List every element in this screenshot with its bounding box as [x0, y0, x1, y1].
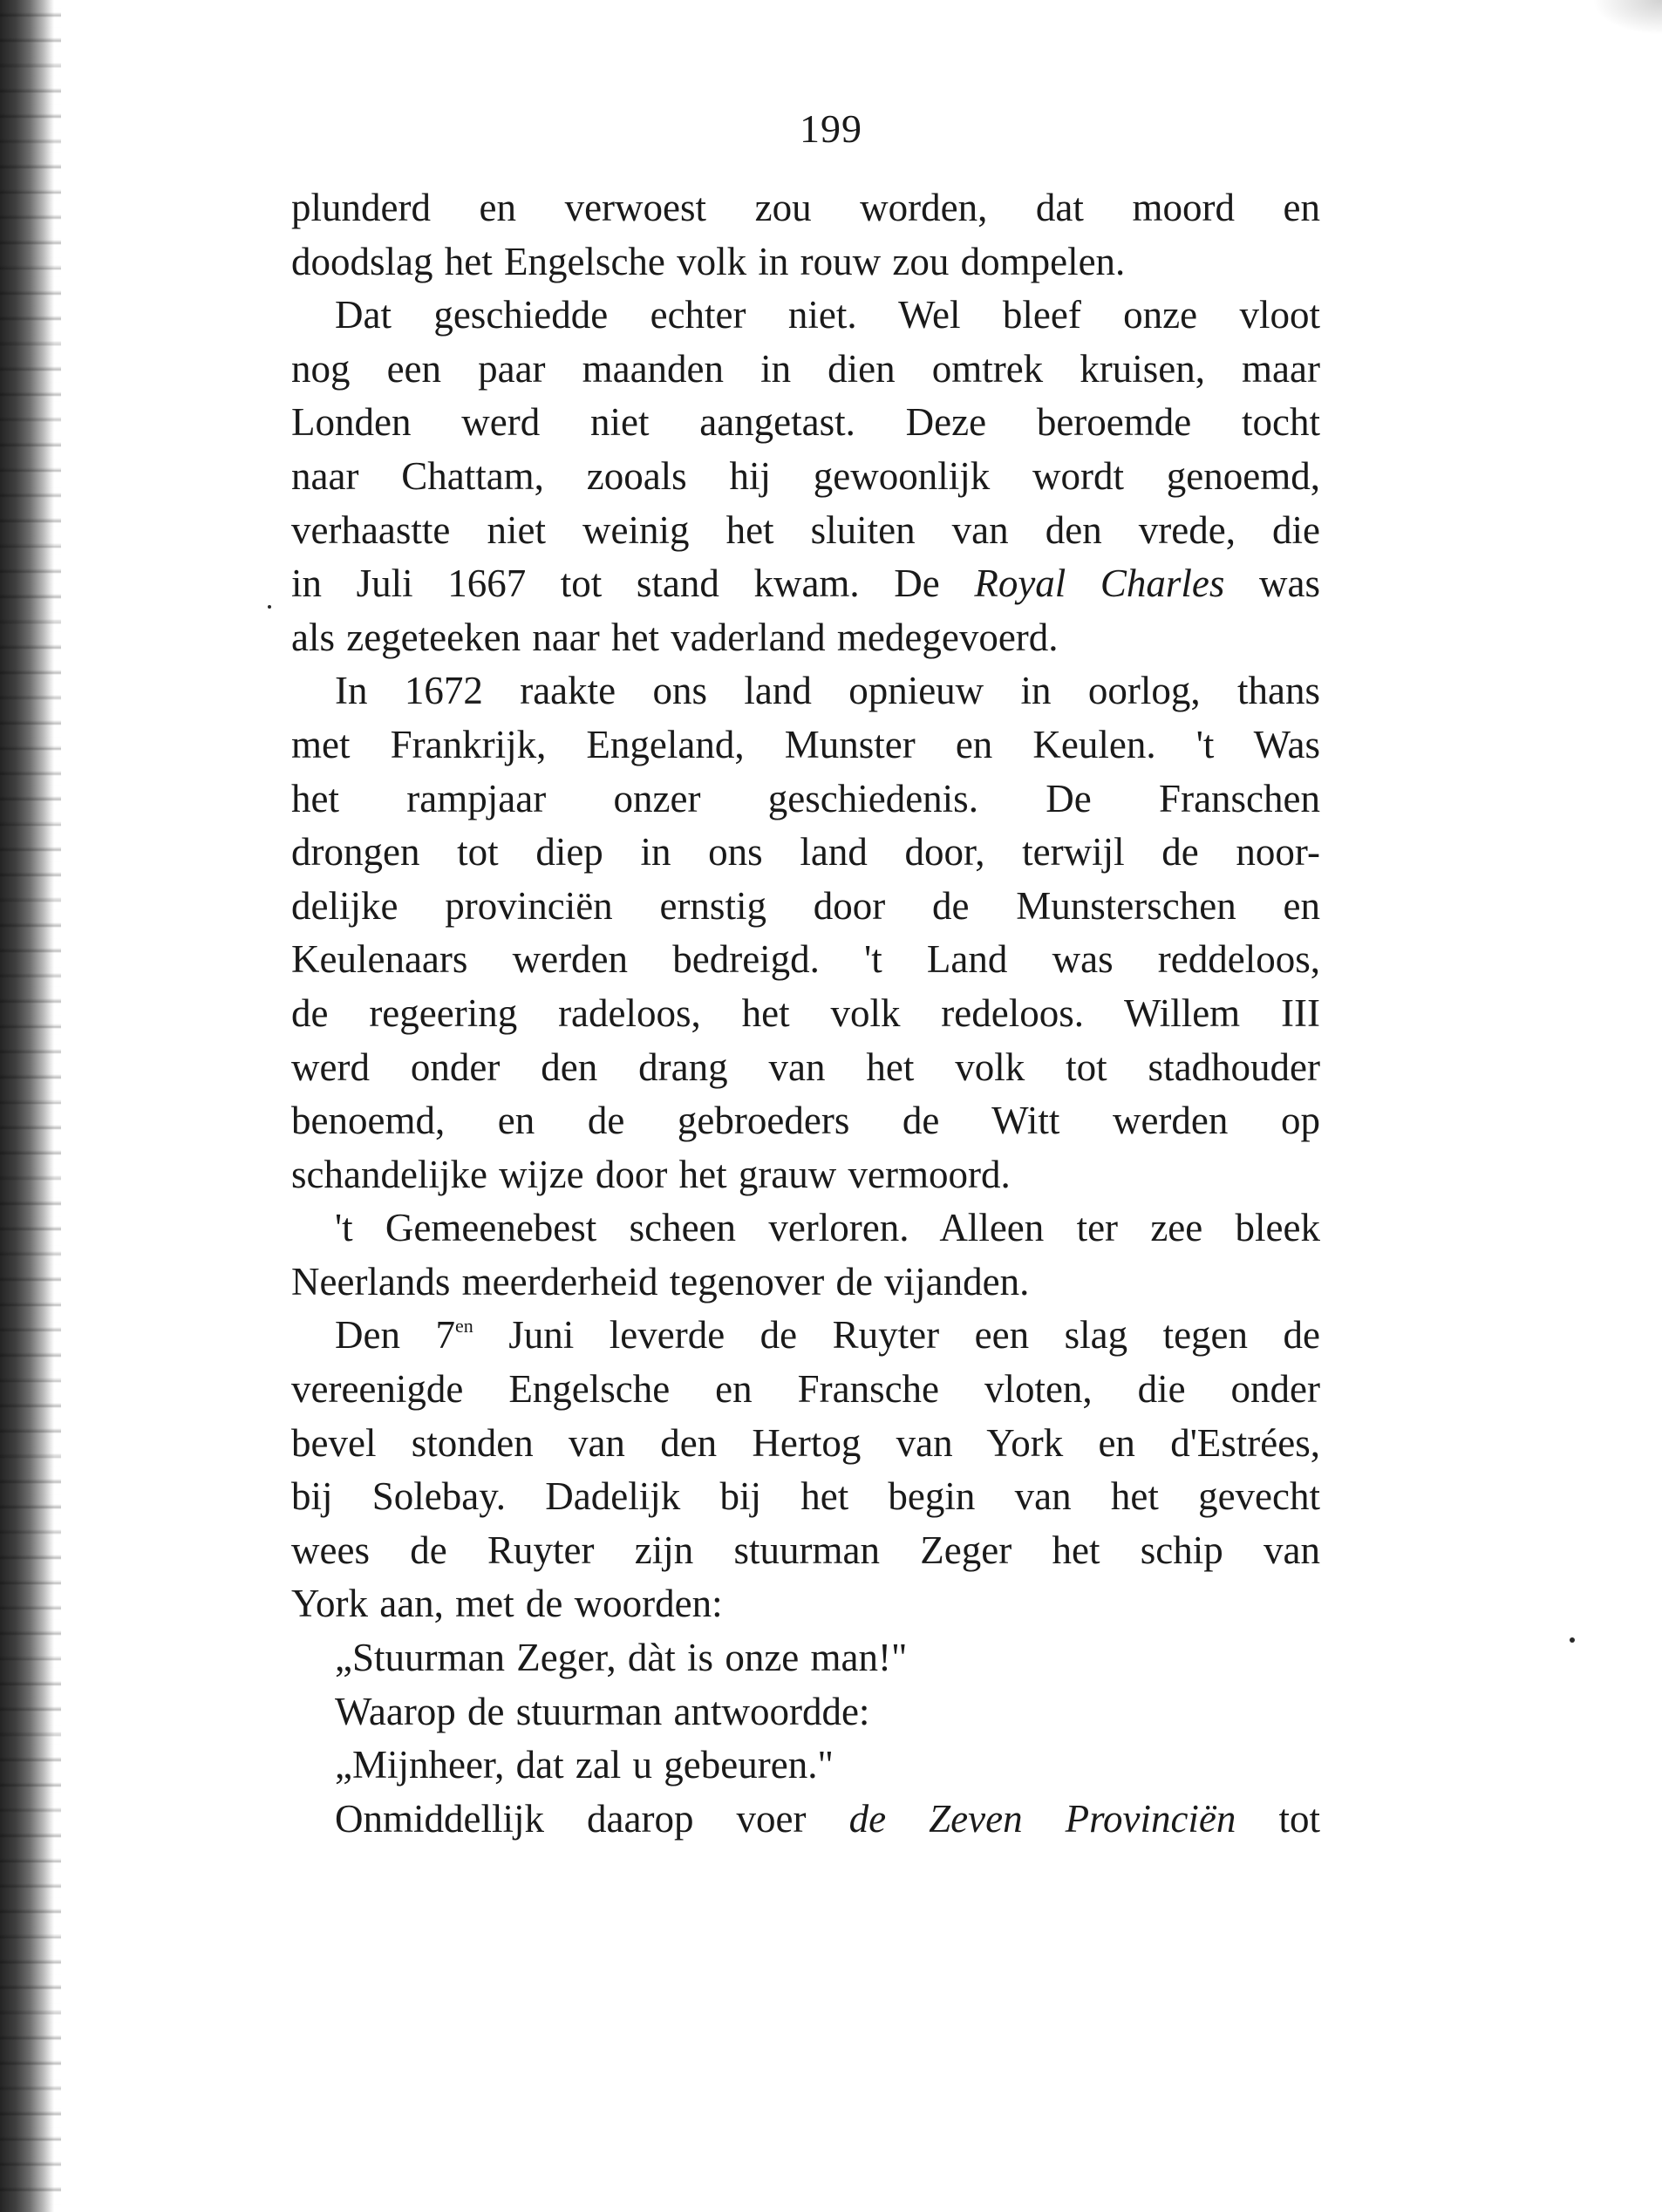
text-line: Neerlands meerderheid tegenover de vijanden. [291, 1259, 1030, 1303]
text-segment: Onmiddellijk daarop voer [335, 1796, 849, 1841]
stray-ink-dot [268, 605, 271, 609]
text-line: verhaastte niet weinig het sluiten van den vrede, die [291, 507, 1320, 552]
body-text [291, 181, 1320, 1846]
corner-scan-noise [1592, 0, 1662, 35]
text-line: benoemd, en de gebroeders de Witt werden op [291, 1099, 1320, 1143]
text-line: 't Gemeenebest scheen verloren. Alleen ter zee bleek [335, 1206, 1320, 1250]
text-line: York aan, met de woorden: [291, 1582, 723, 1626]
text-segment: in Juli 1667 tot stand kwam. De [291, 562, 975, 606]
italic-title: de Zeven Provinciën [848, 1796, 1236, 1841]
text-line: „Stuurman Zeger, dàt is onze man!" [335, 1636, 908, 1680]
text-line: schandelijke wijze door het grauw vermoord. [291, 1152, 1011, 1196]
text-line: naar Chattam, zooals hij gewoonlijk wordt genoemd, [291, 453, 1320, 498]
stray-ink-dot [1570, 1637, 1575, 1643]
text-segment: was [1224, 562, 1320, 606]
text-line: Dat geschiedde echter niet. Wel bleef onze vloot [335, 293, 1320, 337]
text-line: „Mijnheer, dat zal u gebeuren." [335, 1743, 834, 1787]
text-line: Keulenaars werden bedreigd. 't Land was reddeloos, [291, 937, 1320, 982]
text-line: wees de Ruyter zijn stuurman Zeger het schip van [291, 1528, 1320, 1572]
italic-title: Royal Charles [974, 562, 1225, 606]
text-line: doodslag het Engelsche volk in rouw zou dompelen. [291, 239, 1126, 283]
text-line: bevel stonden van den Hertog van York en d'Estrées, [291, 1420, 1320, 1465]
text-line: bij Solebay. Dadelijk bij het begin van het gevecht [291, 1474, 1320, 1519]
text-line: delijke provinciën ernstig door de Munsterschen en [291, 883, 1320, 928]
text-line [291, 557, 1320, 611]
text-line [291, 1793, 1320, 1847]
text-line [291, 1309, 1320, 1363]
page-number: 199 [800, 106, 862, 151]
text-line: de regeering radeloos, het volk redeloos. Willem III [291, 990, 1320, 1035]
text-line: Waarop de stuurman antwoordde: [335, 1689, 870, 1733]
binding-texture [0, 0, 61, 2212]
text-line: vereenigde Engelsche en Fransche vloten, die onder [291, 1367, 1320, 1412]
text-line: plunderd en verwoest zou worden, dat moord en [291, 186, 1320, 229]
text-line: als zegeteeken naar het vaderland medegevoerd. [291, 615, 1059, 659]
text-line: nog een paar maanden in dien omtrek kruisen, maar [291, 346, 1320, 391]
text-line: Londen werd niet aangetast. Deze beroemde tocht [291, 400, 1320, 445]
text-line: met Frankrijk, Engeland, Munster en Keulen. 't Was [291, 722, 1320, 766]
text-segment: tot [1236, 1796, 1320, 1841]
text-line: In 1672 raakte ons land opnieuw in oorlog, thans [335, 669, 1320, 713]
text-line: drongen tot diep in ons land door, terwijl de noor- [291, 830, 1320, 875]
text-line: werd onder den drang van het volk tot stadhouder [291, 1045, 1320, 1089]
text-segment: Den 7 [335, 1313, 455, 1358]
text-segment: Juni leverde de Ruyter een slag tegen de [473, 1313, 1320, 1358]
ordinal-superscript: en [454, 1315, 473, 1337]
text-line: het rampjaar onzer geschiedenis. De Franschen [291, 776, 1320, 820]
